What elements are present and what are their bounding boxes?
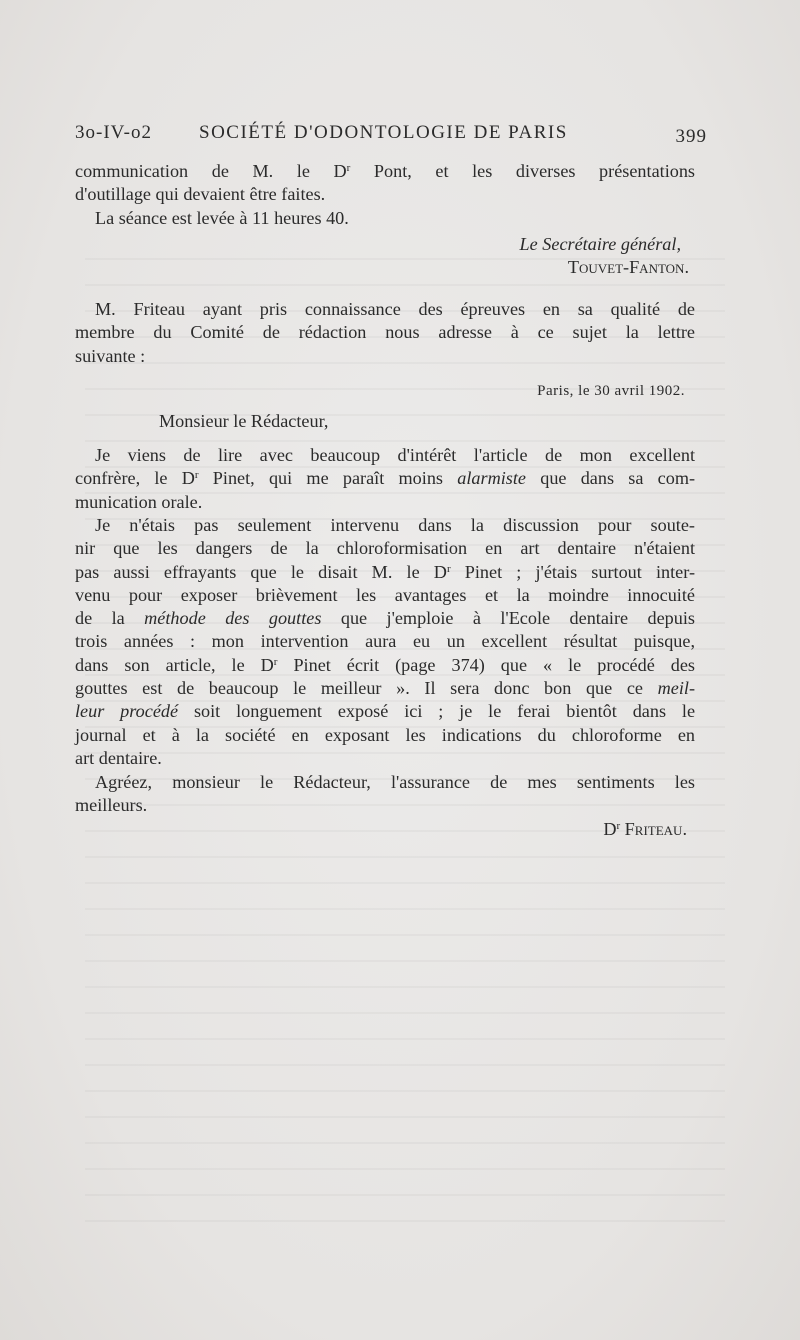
secretary-name: Touvet-Fanton. xyxy=(567,257,689,278)
text-line: pas aussi effrayants que le disait M. le $D^r$ Pinet ; j'étais surtout inter- xyxy=(75,561,695,582)
text-line: nir que les dangers de la chloroformisation en art dentaire n'étaient xyxy=(75,538,695,559)
text-line: munication orale. xyxy=(75,491,203,512)
secretary-role: Le Secrétaire général, xyxy=(519,234,681,254)
text-line: art dentaire. xyxy=(75,747,162,768)
text-line: de la méthode des gouttes que j'emploie à l'Ecole dentaire depuis xyxy=(75,608,696,629)
header-date: 3o-IV-o2 xyxy=(75,122,152,143)
letter-paragraph-2 xyxy=(75,514,695,770)
text-line: Agréez, monsieur le Rédacteur, l'assurance de mes sentiments les xyxy=(95,772,695,792)
letter-date: Paris, le 30 avril 1902. xyxy=(537,383,685,399)
text-line: trois années : mon intervention aura eu un excellent résultat puisque, xyxy=(75,631,695,652)
signature-friteau: $D^r$ Friteau. xyxy=(603,819,687,839)
letter-closing xyxy=(75,771,695,818)
text-line: confrère, le $D^r$ Pinet, qui me paraît moins alarmiste que dans sa com- xyxy=(75,468,696,489)
seance-line: La séance est levée à 11 heures 40. xyxy=(95,207,349,228)
text-line: suivante : xyxy=(75,345,146,366)
text-line: meilleurs. xyxy=(75,795,148,816)
text-line: journal et à la société en exposant les indications du chloroforme en xyxy=(75,724,695,745)
text-line: dans son article, le $D^r$ Pinet écrit (page 374) que « le procédé des xyxy=(75,654,696,675)
header-title: SOCIÉTÉ D'ODONTOLOGIE DE PARIS xyxy=(199,122,568,143)
text-line: gouttes est de beaucoup le meilleur ». Il sera donc bon que ce meil- xyxy=(75,678,696,699)
page-number: 399 xyxy=(675,126,707,147)
signature-name: Friteau. xyxy=(624,819,687,839)
text-line: membre du Comité de rédaction nous adresse à ce sujet la lettre xyxy=(75,322,695,343)
signature-prefix: D xyxy=(603,819,617,839)
paragraph-intro xyxy=(75,298,695,368)
text-line: leur procédé soit longuement exposé ici ; je le ferai bientôt dans le xyxy=(75,701,696,722)
paragraph-communication xyxy=(75,160,695,230)
text-line: Je viens de lire avec beaucoup d'intérêt l'article de mon excellent xyxy=(95,445,695,465)
text-line: M. Friteau ayant pris connaissance des épreuves en sa qualité de xyxy=(95,299,695,319)
text-line: venu pour exposer brièvement les avantages et la moindre innocuité xyxy=(75,584,695,605)
signature-secretary xyxy=(75,233,695,280)
text-line: communication de M. le $D^r$ Pont, et les diverses présentations xyxy=(75,161,696,181)
letter-salutation: Monsieur le Rédacteur, xyxy=(159,411,329,431)
letter-paragraph-1 xyxy=(75,444,695,514)
text-line: d'outillage qui devaient être faites. xyxy=(75,184,326,205)
text-line: Je n'étais pas seulement intervenu dans la discussion pour soute- xyxy=(95,515,695,535)
